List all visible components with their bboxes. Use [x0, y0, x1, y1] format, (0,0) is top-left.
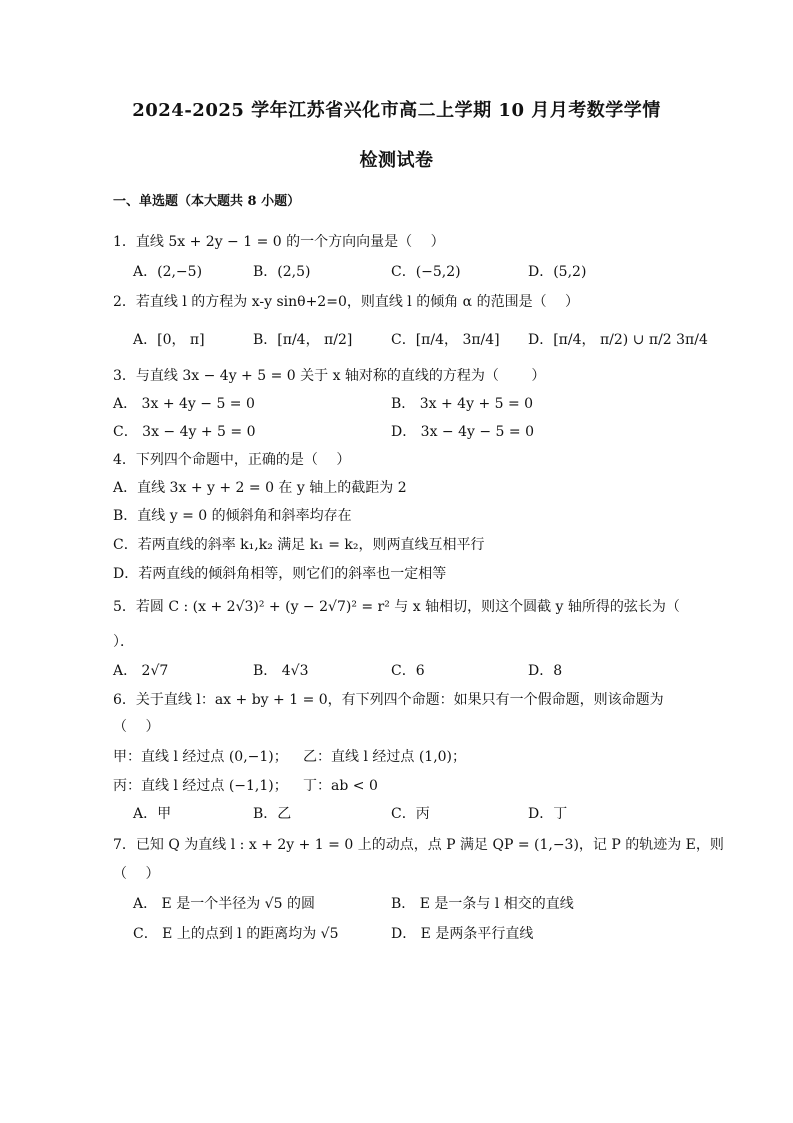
q7-option-a[interactable]: A． E 是一个半径为 √5 的圆 — [133, 896, 315, 912]
q4-option-a[interactable]: A．直线 3x + y + 2 = 0 在 y 轴上的截距为 2 — [113, 480, 407, 496]
question-7-stem: 7．已知 Q 为直线 l : x + 2y + 1 = 0 上的动点，点 P 满足 QP = (1,−3)，记 P 的轨迹为 E，则 — [113, 837, 724, 853]
q3-option-c[interactable]: C． 3x − 4y + 5 = 0 — [113, 424, 256, 440]
q6-option-a[interactable]: A．甲 — [133, 806, 172, 822]
question-4-stem: 4．下列四个命题中，正确的是（ ） — [113, 452, 351, 468]
q4-option-c[interactable]: C．若两直线的斜率 k₁,k₂ 满足 k₁ = k₂，则两直线互相平行 — [113, 537, 485, 553]
question-7-stem-cont: （ ） — [113, 866, 160, 882]
question-1-stem: 1．直线 5x + 2y − 1 = 0 的一个方向向量是（ ） — [113, 234, 445, 250]
q6-option-b[interactable]: B．乙 — [253, 806, 292, 822]
question-3-stem: 3．与直线 3x − 4y + 5 = 0 关于 x 轴对称的直线的方程为（ ） — [113, 368, 546, 384]
q5-option-c[interactable]: C．6 — [391, 663, 425, 679]
q3-option-d[interactable]: D． 3x − 4y − 5 = 0 — [391, 424, 535, 440]
q4-option-b[interactable]: B．直线 y = 0 的倾斜角和斜率均存在 — [113, 508, 352, 524]
q7-option-b[interactable]: B． E 是一条与 l 相交的直线 — [391, 896, 574, 912]
q2-option-a[interactable]: A．[0， π] — [133, 332, 205, 348]
q7-option-d[interactable]: D． E 是两条平行直线 — [391, 926, 534, 942]
q2-option-d[interactable]: D．[π/4， π/2) ∪ π/2 3π/4 — [528, 332, 708, 348]
q3-option-a[interactable]: A． 3x + 4y − 5 = 0 — [113, 396, 255, 412]
q4-option-d[interactable]: D．若两直线的倾斜角相等，则它们的斜率也一定相等 — [113, 566, 447, 582]
question-6-stem-cont: （ ） — [113, 719, 160, 735]
question-2-stem: 2．若直线 l 的方程为 x-y sinθ+2=0，则直线 l 的倾角 α 的范围是（ ） — [113, 294, 580, 310]
q6-option-c[interactable]: C．丙 — [391, 806, 430, 822]
q6-prop-jia: 甲：直线 l 经过点 (0,−1)； — [113, 749, 288, 765]
q5-option-d[interactable]: D．8 — [528, 663, 563, 679]
q1-option-b[interactable]: B．(2,5) — [253, 264, 311, 280]
q6-prop-bing: 丙：直线 l 经过点 (−1,1)； — [113, 778, 288, 794]
question-6-stem: 6．关于直线 l：ax + by + 1 = 0，有下列四个命题：如果只有一个假命题，则该命题为 — [113, 692, 664, 708]
section-heading: 一、单选题（本大题共 8 小题） — [113, 194, 301, 209]
q6-option-d[interactable]: D．丁 — [528, 806, 568, 822]
q1-option-c[interactable]: C．(−5,2) — [391, 264, 461, 280]
q1-option-a[interactable]: A．(2,−5) — [133, 264, 203, 280]
q2-option-c[interactable]: C．[π/4， 3π/4] — [391, 332, 500, 348]
exam-title-line2: 检测试卷 — [359, 150, 434, 171]
question-5-stem: 5．若圆 C : (x + 2√3)² + (y − 2√7)² = r² 与 x 轴相切，则这个圆截 y 轴所得的弦长为（ — [113, 599, 680, 615]
q5-option-b[interactable]: B． 4√3 — [253, 663, 309, 679]
q2-option-b[interactable]: B．[π/4， π/2] — [253, 332, 353, 348]
question-5-stem-cont: ）． — [113, 634, 134, 650]
q6-prop-yi: 乙：直线 l 经过点 (1,0)； — [303, 749, 467, 765]
exam-title-line1: 2024-2025 学年江苏省兴化市高二上学期 10 月月考数学学情 — [132, 100, 661, 121]
q6-prop-ding: 丁：ab < 0 — [303, 778, 378, 794]
q1-option-d[interactable]: D．(5,2) — [528, 264, 587, 280]
q3-option-b[interactable]: B． 3x + 4y + 5 = 0 — [391, 396, 534, 412]
q7-option-c[interactable]: C． E 上的点到 l 的距离均为 √5 — [133, 926, 339, 942]
q5-option-a[interactable]: A． 2√7 — [113, 663, 169, 679]
